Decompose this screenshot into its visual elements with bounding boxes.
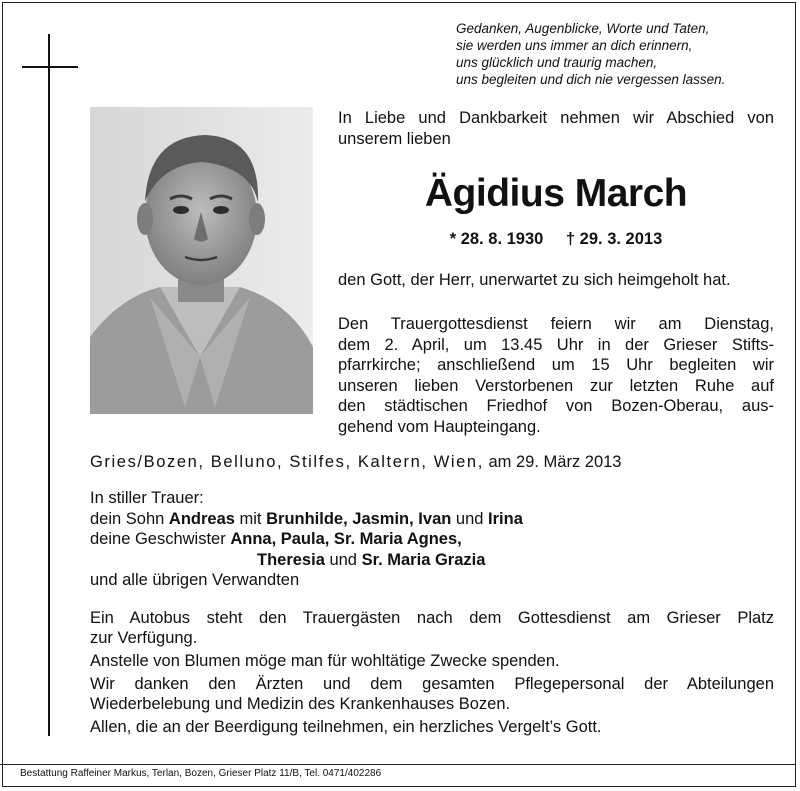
portrait-photo [90, 107, 313, 414]
mourn-name: Anna, Paula, Sr. Maria Agnes, [230, 530, 462, 548]
service-line: den städtischen Friedhof von Bozen-Oberau, aus- [338, 397, 774, 415]
funeral-service-text [338, 314, 774, 437]
mourn-name: Brunhilde, Jasmin, Ivan [266, 509, 452, 528]
note-line: Ein Autobus steht den Trauergästen nach dem Gottesdienst am Grieser Platz [90, 609, 774, 627]
flowers-note: Anstelle von Blumen möge man für wohltätige Zwecke spenden. [90, 652, 560, 670]
death-date: † 29. 3. 2013 [565, 230, 663, 248]
mourn-son-line [90, 509, 780, 530]
mourn-text: deine Geschwister [90, 530, 231, 548]
mourn-text: und [324, 550, 362, 569]
mourn-heading: In stiller Trauer: [90, 489, 204, 507]
cross-bar [22, 66, 78, 68]
mourn-others: und alle übrigen Verwandten [90, 571, 300, 589]
mourn-name: Theresia [257, 550, 325, 569]
mourn-name: Sr. Maria Grazia [361, 550, 486, 569]
places-date-line [90, 451, 780, 473]
intro-text: In Liebe und Dankbarkeit nehmen wir Abschied von unserem lieben [338, 109, 774, 148]
note-line: zur Verfügung. [90, 629, 198, 647]
service-line: pfarrkirche; anschließend um 15 Uhr begleiten wir [338, 356, 774, 374]
notice-date: am 29. März 2013 [488, 453, 622, 471]
mourn-siblings-line [90, 529, 780, 550]
note-line: Wiederbelebung und Medizin des Krankenhauses Bozen. [90, 695, 511, 713]
mourn-name: Irina [488, 509, 523, 528]
thanks-note [90, 674, 774, 714]
footer [0, 764, 796, 779]
service-line: gehend vom Haupteingang. [338, 417, 541, 436]
mourn-text: und [451, 509, 489, 528]
mourners-list [90, 488, 780, 591]
deceased-name: Ägidius March [424, 172, 688, 215]
poem [456, 20, 786, 88]
undertaker-info: Bestattung Raffeiner Markus, Terlan, Bozen, Grieser Platz 11/B, Tel. 0471/402286 [20, 768, 382, 779]
poem-line: uns glücklich und traurig machen, [456, 55, 658, 70]
funeral-thanks-note: Allen, die an der Beerdigung teilnehmen, ein herzliches Vergelt’s Gott. [90, 718, 602, 736]
cross-icon [48, 34, 50, 736]
poem-line: sie werden uns immer an dich erinnern, [456, 38, 693, 53]
mourn-text: mit [234, 509, 267, 528]
mourn-name: Andreas [168, 509, 235, 528]
mourn-text: dein Sohn [90, 509, 169, 528]
notes [90, 608, 774, 740]
life-dates [338, 228, 774, 250]
mourn-siblings-line-2 [90, 550, 780, 571]
service-line: Den Trauergottesdienst feiern wir am Dienstag, [338, 315, 774, 333]
called-home-text: den Gott, der Herr, unerwartet zu sich heimgeholt hat. [338, 271, 731, 289]
places: Gries/Bozen, Belluno, Stilfes, Kaltern, Wien, [90, 453, 484, 471]
poem-line: uns begleiten und dich nie vergessen lassen. [456, 72, 726, 87]
service-line: dem 2. April, um 13.45 Uhr in der Grieser Stifts- [338, 335, 774, 354]
birth-date: * 28. 8. 1930 [449, 230, 544, 248]
service-line: unseren lieben Verstorbenen zur letzten Ruhe auf [338, 376, 774, 395]
portrait-illustration [90, 107, 313, 414]
poem-line: Gedanken, Augenblicke, Worte und Taten, [456, 21, 710, 36]
bus-note [90, 608, 774, 648]
note-line: Wir danken den Ärzten und dem gesamten Pflegepersonal der Abteilungen [90, 675, 774, 693]
